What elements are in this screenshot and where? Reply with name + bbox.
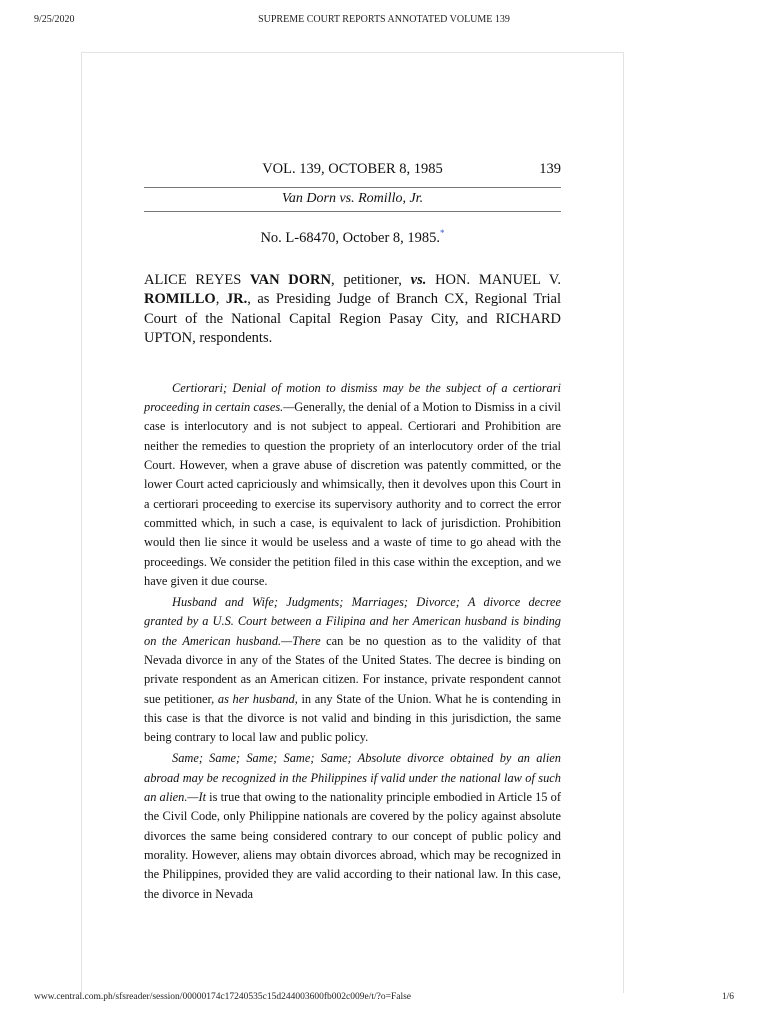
respondent-suffix: JR.: [225, 291, 248, 308]
syllabus-paragraph: [144, 379, 561, 591]
parties-text: ,: [215, 291, 226, 308]
syllabus-paragraph: [144, 749, 561, 903]
syllabus-heading: Same; Same; Same; Same; Same; Absolute divorce obtained by an alien abroad may be recognized in the Philippines if valid under the national law of such an alien.—It: [144, 751, 561, 805]
syllabus-body: is true that owing to the nationality principle embodied in Article 15 of the Civil Code, only Philippine nationals are covered by the policy against absolute divorces the same being considered contrary to our concept of public policy and morality. However, aliens may obtain divorces abroad, which may be recognized in the Philippines, provided they are valid according to their national law. In this case, the divorce in Nevada: [144, 790, 561, 901]
print-date: 9/25/2020: [34, 14, 75, 25]
print-footer: [34, 992, 734, 1006]
header-rule-bottom: [144, 211, 561, 212]
syllabus-body: can be no question as to the validity of that Nevada divorce in any of the States of the United States. The decree is binding on private respondent as an American citizen. For instance, private respondent cannot sue petitioner,: [144, 633, 561, 706]
case-caption: Van Dorn vs. Romillo, Jr.: [281, 191, 424, 206]
volume-line: VOL. 139, OCTOBER 8, 1985: [262, 161, 443, 177]
print-title: SUPREME COURT REPORTS ANNOTATED VOLUME 139: [258, 14, 510, 25]
parties-text: HON. MANUEL V.: [426, 271, 561, 288]
syllabus-body: Generally, the denial of a Motion to Dismiss in a civil case is interlocutory and is not subject to appeal. Certiorari and Prohibition are neither the remedies to question the propriety of an interlocutory order of the trial Court. However, when a grave abuse of discretion was patently committed, or the lower Court acted capriciously and whimsically, then it devolves upon this Court in a certiorari proceeding to exercise its supervisory authority and to correct the error committed which, in such a case, is equivalent to lack of jurisdiction. Prohibition would then lie since it would be useless and a waste of time to go ahead with the proceedings. We consider the petition filed in this case within the exception, and we have given it due course.: [144, 400, 561, 588]
petitioner-name: VAN DORN: [250, 271, 331, 288]
versus-label: vs.: [410, 271, 427, 288]
parties-text: , as Presiding Judge of Branch CX, Regional Trial Court of the National Capital Region Pasay City, and RICHARD UPTON, respondents.: [144, 291, 562, 347]
syllabus-body-italic: as her husband,: [217, 691, 298, 706]
page-number: 139: [539, 161, 561, 177]
print-header: [34, 14, 734, 28]
syllabus-paragraph: [144, 593, 561, 747]
case-number: [144, 228, 561, 247]
print-url: www.central.com.ph/sfsreader/session/00000174c17240535c15d244003600fb002c009e/t/?o=False: [34, 992, 412, 1002]
respondent-judge-name: ROMILLO: [144, 291, 216, 308]
document-page: [81, 52, 624, 993]
running-head: [144, 161, 561, 187]
parties-block: [144, 271, 561, 349]
syllabus-heading: Certiorari; Denial of motion to dismiss may be the subject of a certiorari proceeding in certain cases.—: [144, 380, 561, 415]
parties-text: ALICE REYES: [144, 271, 251, 288]
parties-text: , petitioner,: [330, 271, 411, 288]
syllabus-heading: Husband and Wife; Judgments; Marriages; Divorce; A divorce decree granted by a U.S. Court between a Filipina and her American husband is binding on the American husband.—There: [144, 595, 561, 648]
syllabus: [144, 379, 561, 904]
syllabus-body: in any State of the Union. What he is contending in this case is that the divorce is not valid and binding in this jurisdiction, the same being contrary to local law and public policy.: [144, 691, 561, 745]
case-number-text: No. L-68470, October 8, 1985.: [260, 229, 441, 246]
footnote-link[interactable]: *: [440, 228, 445, 238]
print-page-count: 1/6: [721, 992, 734, 1002]
page-content: [144, 161, 561, 906]
